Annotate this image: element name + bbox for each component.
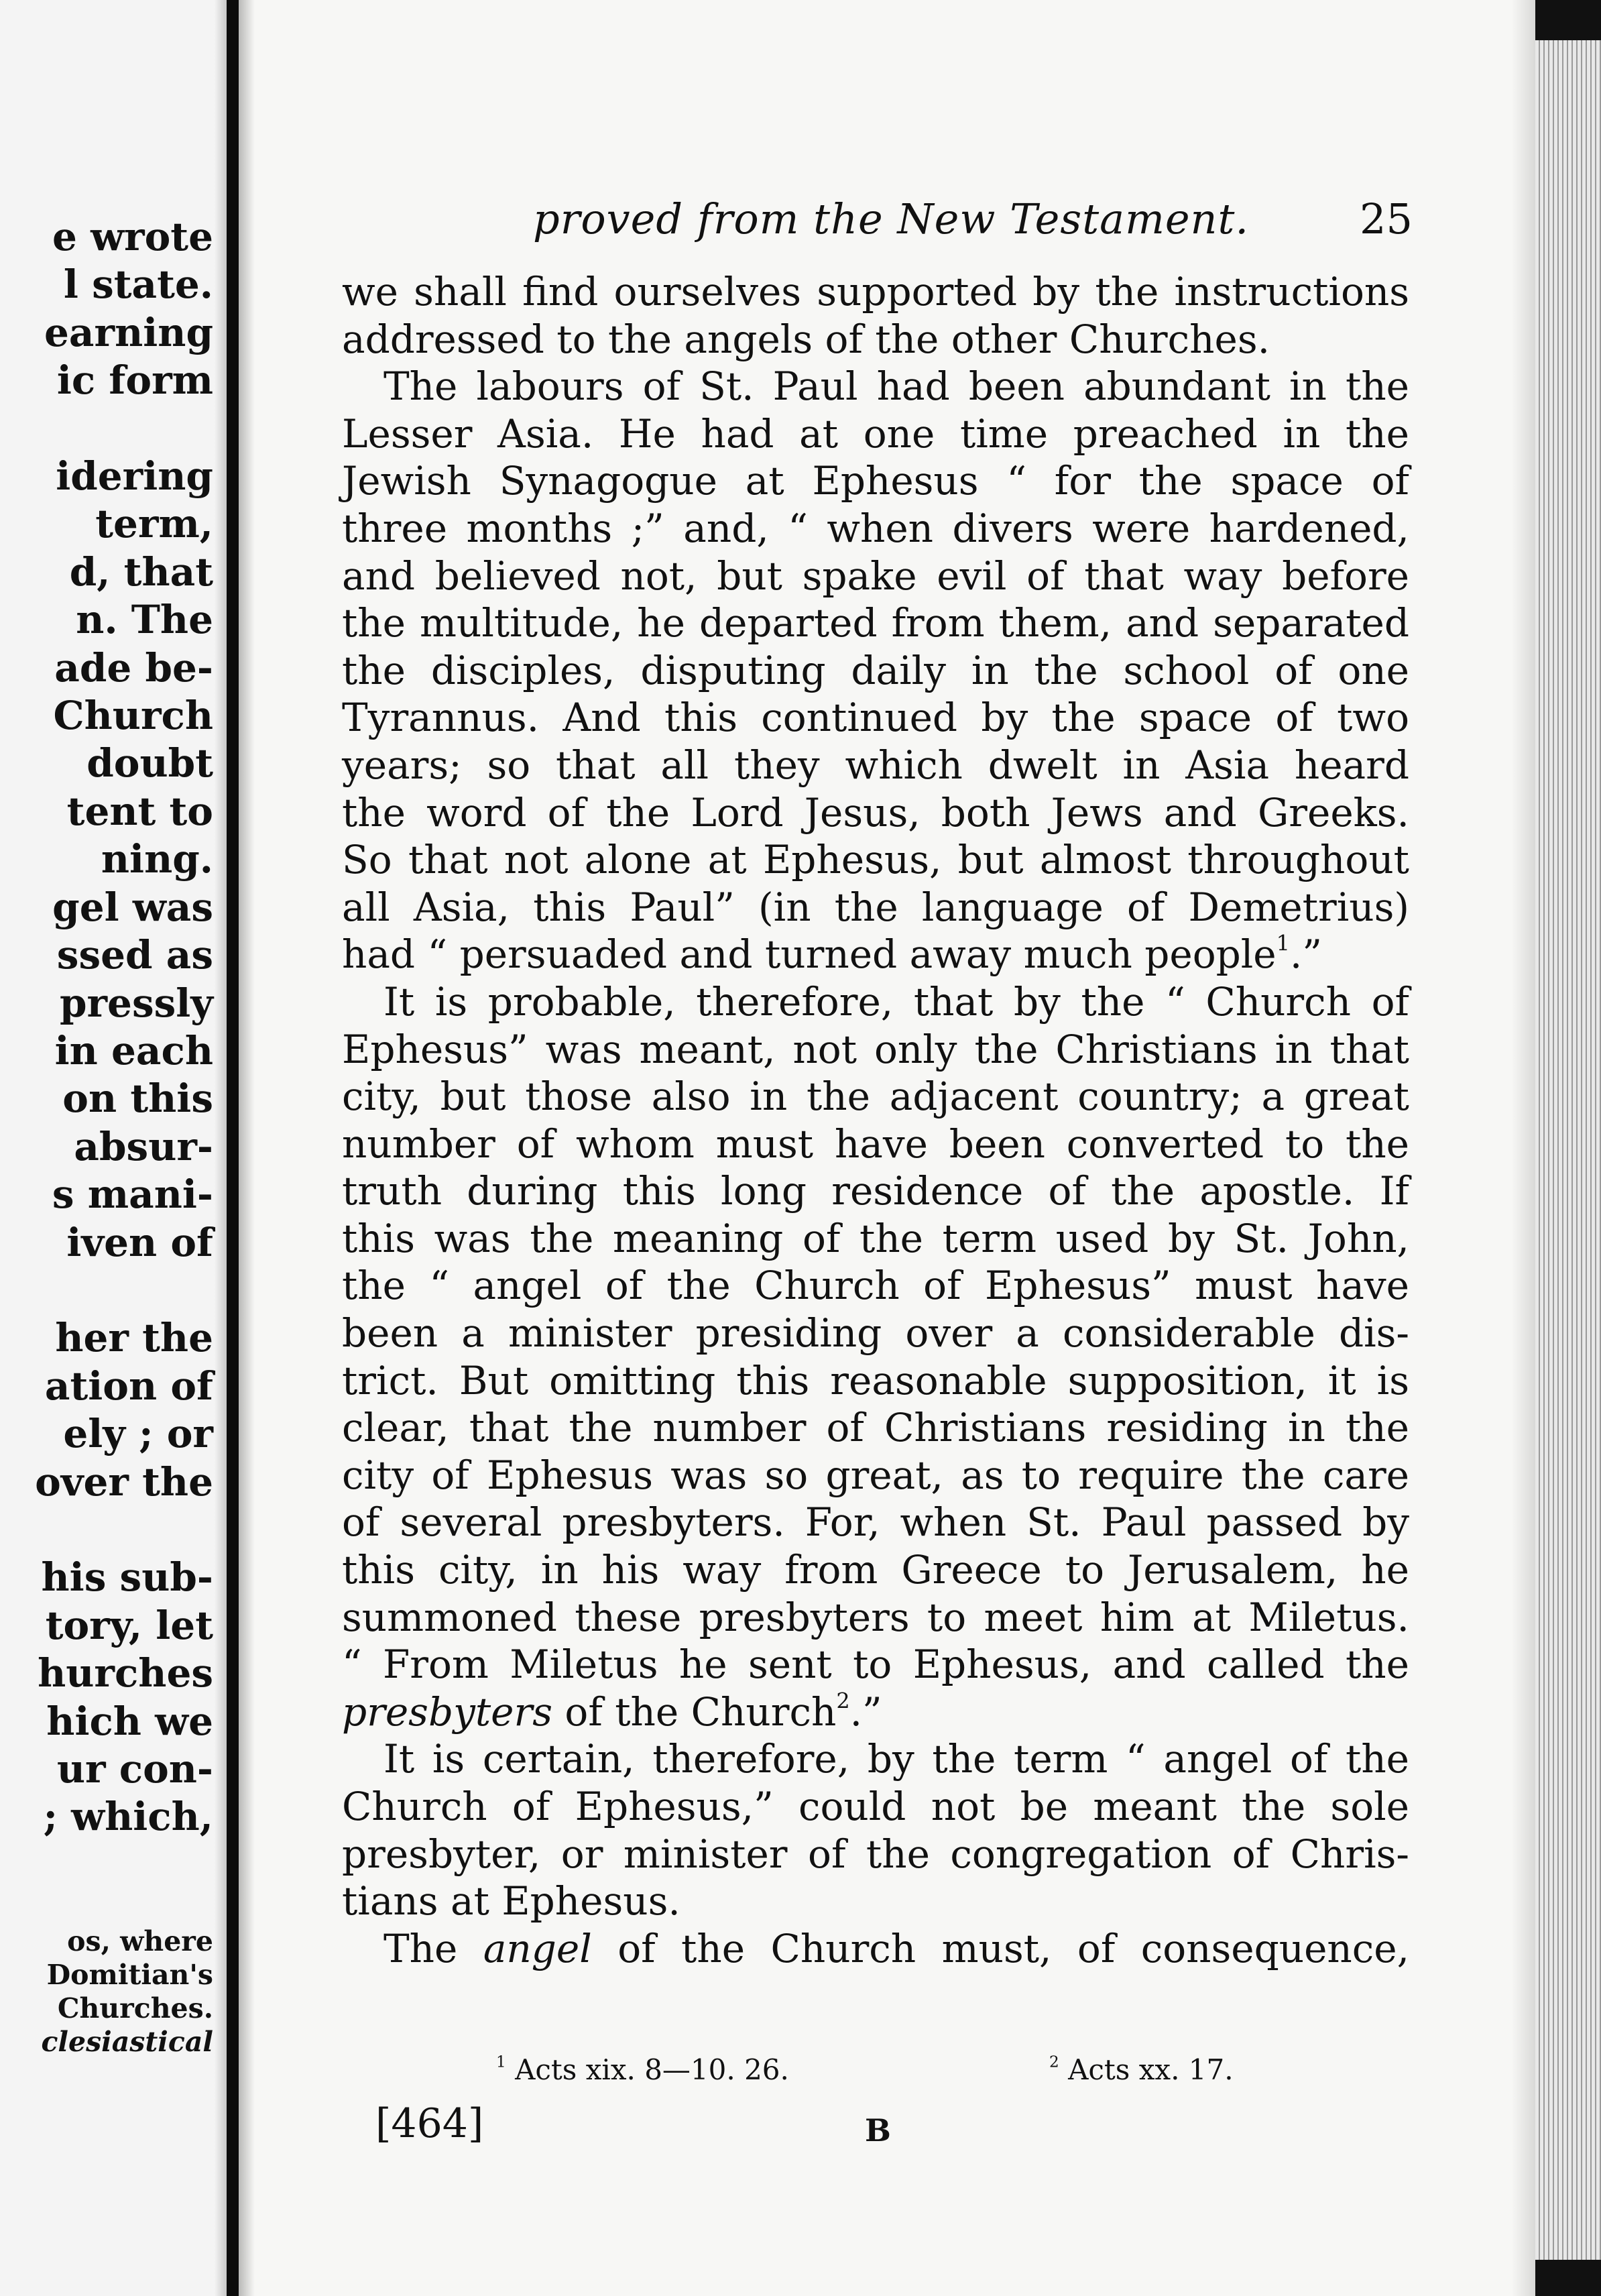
signature-letter: B [865,2112,891,2148]
left-page-line: on this [62,1076,213,1122]
body-line: the disciples, disputing daily in the school of one [342,647,1409,693]
body-line: summoned these presbyters to meet him at Miletus. [342,1594,1409,1640]
left-page-note-line: os, where [67,1925,213,1957]
body-line [342,931,1409,978]
body-line-text: had “ persuaded and turned away much people [342,931,1277,978]
left-page-line: ; which, [43,1794,213,1840]
footnote-text: Acts xx. 17. [1068,2053,1234,2086]
left-page-line: s mani- [52,1171,213,1218]
left-page-line: term, [95,501,213,547]
footnote-1 [496,2053,789,2086]
page-gutter-shadow [239,0,255,2296]
body-line: number of whom must have been converted to the [342,1121,1409,1167]
footnote-2 [1049,2053,1234,2086]
body-line: this was the meaning of the term used by St. John, [342,1215,1409,1261]
body-line: So that not alone at Ephesus, but almost throughout [342,837,1409,883]
book-spine [227,0,239,2296]
close-quote: .” [849,1688,882,1735]
body-line: the multitude, he departed from them, and separated [342,600,1409,646]
body-line: tians at Ephesus. [342,1878,680,1925]
left-gutter-shadow [215,0,227,2296]
left-page-line: ssed as [56,932,213,978]
left-page-line: ation of [44,1363,213,1409]
left-page-note-line: Churches. [57,1992,213,2024]
page-edge-shadow [1511,0,1535,2296]
italic-angel: angel [483,1925,592,1971]
left-page-line: idering [56,453,213,500]
body-line: It is certain, therefore, by the term “ angel of the [383,1736,1409,1782]
left-page-line: ur con- [56,1746,213,1792]
body-line: Church of Ephesus,” could not be meant the sole [342,1784,1409,1829]
body-line: presbyter, or minister of the congregation of Chris- [342,1831,1409,1877]
left-page-line: tory, let [45,1602,213,1648]
left-page-line: hich we [46,1698,213,1744]
body-line: It is probable, therefore, that by the “ Church of [383,978,1409,1025]
body-line: we shall find ourselves supported by the instructions [342,269,1409,314]
body-line: Ephesus” was meant, not only the Christians in that [342,1026,1409,1072]
page-number: 25 [1360,194,1413,243]
left-page-line: ely ; or [63,1411,213,1457]
left-page-line: pressly [59,980,213,1026]
left-page-line: over the [35,1458,213,1505]
left-page-line: doubt [86,740,213,787]
body-line-text: The [383,1925,458,1971]
left-page-line: e wrote [52,214,213,260]
body-line: addressed to the angels of the other Churches. [342,316,1270,362]
body-line: three months ;” and, “ when divers were hardened, [342,505,1409,551]
footnote-ref: 1 [1276,930,1290,956]
left-page-line: hurches [38,1650,213,1697]
signature-number: [464] [375,2100,484,2147]
page-stack [1535,40,1601,2260]
left-page-note-line: clesiastical [41,2026,213,2058]
left-page-line: ic form [56,357,213,404]
left-page-footnotes [41,1925,213,2059]
page-stack-top [1535,0,1601,40]
body-line: of several presbyters. For, when St. Paul passed by [342,1499,1409,1546]
body-line: this city, in his way from Greece to Jerusalem, he [342,1547,1409,1593]
left-page-text [35,213,213,1841]
left-page-line: iven of [66,1219,213,1265]
left-page-line: absur- [74,1123,213,1169]
left-page-line: tent to [66,788,213,834]
footnote-ref: 2 [836,1688,850,1714]
left-page-line: ade be- [54,644,213,691]
body-line: Lesser Asia. He had at one time preached in the [342,410,1409,457]
left-page-line: her the [55,1315,213,1361]
page-stack-bottom [1535,2260,1601,2296]
left-page-line: his sub- [41,1554,213,1601]
footnote-mark: 2 [1049,2053,1059,2071]
italic-presbyters: presbyters [342,1688,552,1735]
body-line-text: of the Church [565,1688,837,1735]
body-line [342,1925,1409,1973]
left-page-line [35,1267,213,1314]
body-line: city of Ephesus was so great, as to require the care [342,1452,1409,1498]
body-line: “ From Miletus he sent to Ephesus, and called the [342,1642,1409,1688]
body-line: years; so that all they which dwelt in Asia heard [342,742,1409,788]
left-page-note-line: Domitian's [46,1959,213,1991]
left-page-line: d, that [69,549,213,595]
body-line: all Asia, this Paul” (in the language of Demetrius) [342,884,1409,930]
body-line: city, but those also in the adjacent country; a great [342,1074,1409,1120]
left-facing-page [0,0,227,2296]
body-line: truth during this long residence of the apostle. If [342,1168,1409,1214]
body-line: clear, that the number of Christians residing in the [342,1405,1409,1451]
body-line: been a minister presiding over a considerable dis- [342,1310,1409,1357]
body-line: trict. But omitting this reasonable supposition, it is [342,1357,1409,1403]
left-page-line: ning. [101,836,213,882]
body-text [342,268,1409,1972]
left-page-line: earning [44,309,213,355]
left-page-line: l state. [63,262,213,308]
left-page-line: in each [54,1027,213,1074]
footnote-text: Acts xix. 8—10. 26. [515,2053,789,2086]
running-head: proved from the New Testament. [533,194,1250,243]
body-line [342,1688,1409,1736]
body-line: Jewish Synagogue at Ephesus “ for the space of [342,458,1409,504]
left-page-line [35,1506,213,1554]
left-page-line [35,405,213,453]
left-page-line: gel was [52,884,213,930]
body-line: the “ angel of the Church of Ephesus” must have [342,1263,1409,1309]
left-page-line: Church [53,693,213,739]
close-quote: .” [1289,931,1323,978]
body-line-text: of the Church must, of consequence, [617,1925,1409,1971]
body-line: The labours of St. Paul had been abundant in the [383,363,1409,410]
body-line: and believed not, but spake evil of that way before [342,553,1409,599]
body-line: Tyrannus. And this continued by the space of two [342,695,1409,741]
footnote-mark: 1 [496,2053,506,2071]
left-page-line: n. The [76,597,213,643]
body-line: the word of the Lord Jesus, both Jews and Greeks. [342,789,1409,836]
